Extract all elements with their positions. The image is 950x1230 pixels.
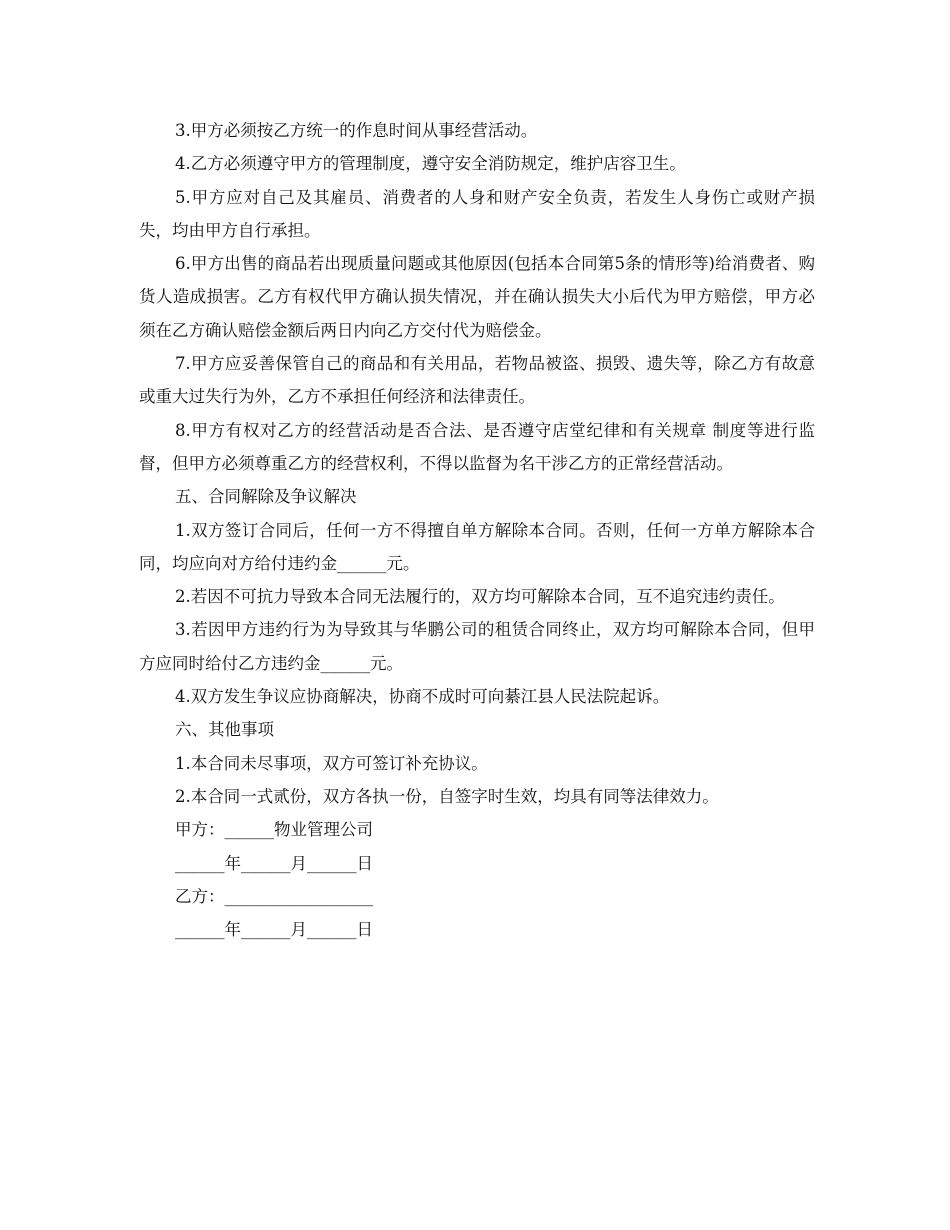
clause-a7-goods-custody: 7.甲方应妥善保管自己的商品和有关用品，若物品被盗、损毁、遗失等，除乙方有故意或重大过失行为外，乙方不承担任何经济和法律责任。 — [139, 354, 815, 407]
section-heading-termination: 五、合同解除及争议解决 — [175, 487, 357, 507]
clause-a6-product-quality: 6.甲方出售的商品若出现质量问题或其他原因(包括本合同第5条的情形等)给消费者、购货人造成损害。乙方有权代甲方确认损失情况，并在确认损失大小后代为甲方赔偿，甲方必须在乙方确认赔偿金额后两日内向乙方交付代为赔偿金。 — [139, 254, 815, 340]
signature-date-b: ______年______月______日 — [175, 920, 373, 940]
clause-termination-3: 3.若因甲方违约行为为导致其与华鹏公司的租赁合同终止，双方均可解除本合同，但甲方应同时给付乙方违约金______元。 — [139, 620, 815, 673]
clause-termination-4: 4.双方发生争议应协商解决，协商不成时可向綦江县人民法院起诉。 — [175, 687, 670, 707]
document-body — [139, 114, 815, 946]
clause-other-2: 2.本合同一式贰份，双方各执一份，自签字时生效，均具有同等法律效力。 — [175, 786, 719, 806]
signature-party-b: 乙方：__________________ — [175, 886, 373, 906]
clause-other-1: 1.本合同未尽事项，双方可签订补充协议。 — [175, 753, 488, 773]
signature-date-a: ______年______月______日 — [175, 853, 373, 873]
clause-termination-1: 1.双方签订合同后，任何一方不得擅自单方解除本合同。否则，任何一方单方解除本合同，均应向对方给付违约金______元。 — [139, 520, 815, 573]
clause-a8-supervision: 8.甲方有权对乙方的经营活动是否合法、是否遵守店堂纪律和有关规章 制度等进行监督，但甲方必须尊重乙方的经营权利，不得以监督为名干涉乙方的正常经营活动。 — [139, 420, 815, 473]
clause-a3-work-hours: 3.甲方必须按乙方统一的作息时间从事经营活动。 — [175, 121, 538, 140]
clause-a5-safety-liability: 5.甲方应对自己及其雇员、消费者的人身和财产安全负责，若发生人身伤亡或财产损失，均由甲方自行承担。 — [139, 187, 815, 240]
section-heading-other-matters: 六、其他事项 — [175, 720, 274, 740]
signature-party-a: 甲方：______物业管理公司 — [175, 820, 373, 840]
clause-termination-2: 2.若因不可抗力导致本合同无法履行的，双方均可解除本合同，互不追究违约责任。 — [175, 587, 785, 607]
clause-b4-management-rules: 4.乙方必须遵守甲方的管理制度，遵守安全消防规定，维护店容卫生。 — [175, 154, 686, 174]
